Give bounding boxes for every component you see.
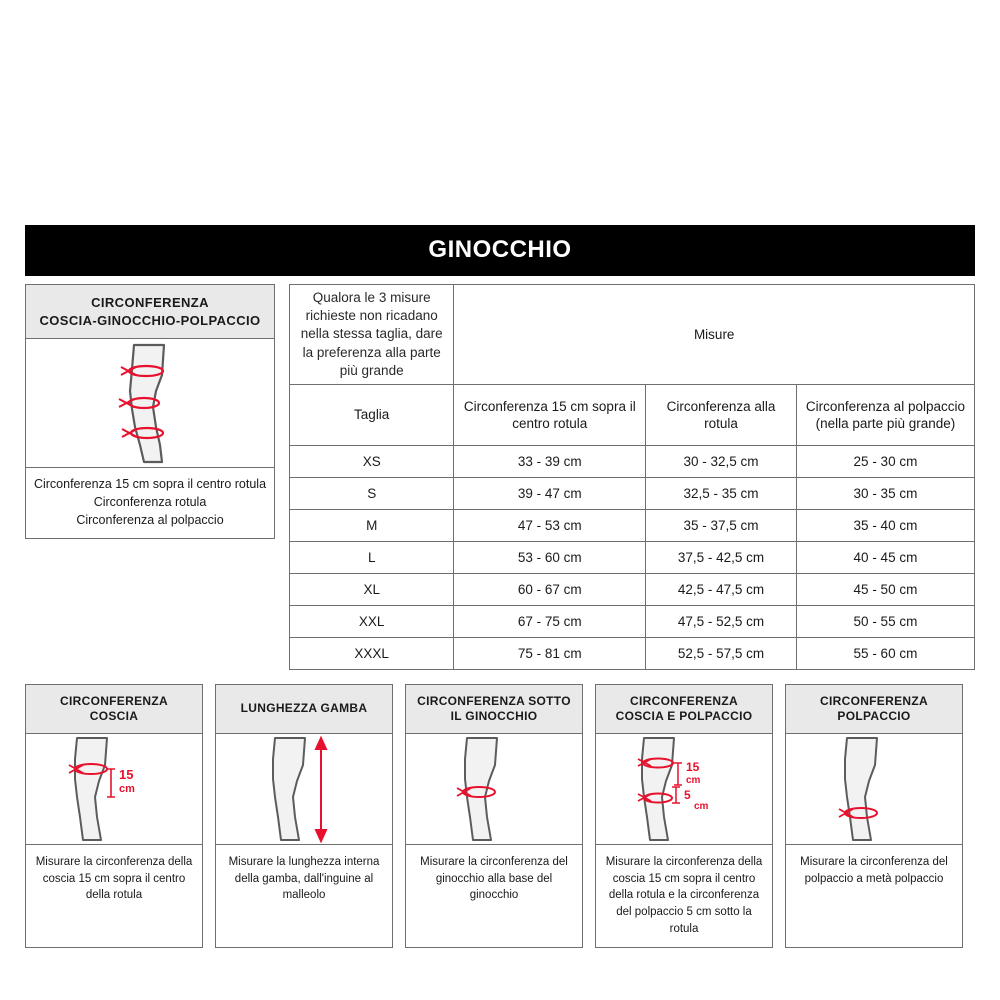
card-caption: Misurare la circonferenza della coscia 15 cm sopra il centro della rotula e la circonferenza del polpaccio 5 cm sotto la rotula	[596, 844, 772, 947]
table-row	[290, 542, 975, 574]
card-heading-line2: IL GINOCCHIO	[450, 709, 538, 724]
card-lunghezza-gamba	[215, 684, 393, 948]
card-heading-line1: CIRCONFERENZA SOTTO	[417, 693, 571, 708]
table-row	[290, 606, 975, 638]
cell-polpaccio: 25 - 30 cm	[796, 446, 974, 478]
card-caption: Misurare la lunghezza interna della gamba, dall'inguine al malleolo	[216, 844, 392, 947]
measurement-cards	[25, 684, 975, 948]
table-note: Qualora le 3 misure richieste non ricadano nella stessa taglia, dare la preferenza alla parte più grande	[290, 285, 454, 385]
figure-label-5: 5	[684, 788, 691, 803]
cell-rotula: 30 - 32,5 cm	[646, 446, 797, 478]
figure-label-15: 15	[686, 760, 700, 775]
cell-rotula: 42,5 - 47,5 cm	[646, 574, 797, 606]
card-figure	[26, 734, 202, 844]
card-figure	[406, 734, 582, 844]
cell-taglia: L	[290, 542, 454, 574]
figure-label-cm: cm	[119, 783, 135, 796]
column-header-sopra-rotula: Circonferenza 15 cm sopra il centro rotula	[454, 385, 646, 446]
card-circonferenza-sotto-ginocchio	[405, 684, 583, 948]
cell-rotula: 37,5 - 42,5 cm	[646, 542, 797, 574]
figure-label-cm-lower: cm	[694, 801, 709, 813]
card-heading-line1: CIRCONFERENZA	[630, 693, 738, 708]
column-header-polpaccio: Circonferenza al polpaccio (nella parte più grande)	[796, 385, 974, 446]
column-header-taglia: Taglia	[290, 385, 454, 446]
cell-sopra-rotula: 53 - 60 cm	[454, 542, 646, 574]
cell-taglia: XS	[290, 446, 454, 478]
leg-knee-measure-icon	[90, 341, 210, 466]
caption-line-2: Circonferenza rotula	[93, 495, 207, 510]
table-header-row	[290, 385, 975, 446]
cell-polpaccio: 30 - 35 cm	[796, 478, 974, 510]
cell-sopra-rotula: 47 - 53 cm	[454, 510, 646, 542]
thigh-circumference-icon	[49, 735, 179, 843]
column-header-rotula: Circonferenza alla rotula	[646, 385, 797, 446]
card-figure	[596, 734, 772, 844]
card-circonferenza-polpaccio	[785, 684, 963, 948]
cell-rotula: 32,5 - 35 cm	[646, 478, 797, 510]
cell-taglia: XXL	[290, 606, 454, 638]
table-row	[290, 574, 975, 606]
card-heading	[26, 685, 202, 734]
cell-taglia: S	[290, 478, 454, 510]
table-row	[290, 510, 975, 542]
table-note-row	[290, 285, 975, 385]
cell-rotula: 52,5 - 57,5 cm	[646, 638, 797, 670]
cell-sopra-rotula: 33 - 39 cm	[454, 446, 646, 478]
card-heading-line2: COSCIA E POLPACCIO	[615, 709, 753, 724]
cell-rotula: 35 - 37,5 cm	[646, 510, 797, 542]
size-guide-sheet	[25, 225, 975, 948]
figure-label-cm-upper: cm	[686, 775, 701, 787]
circumference-overview-heading-line2: COSCIA-GINOCCHIO-POLPACCIO	[39, 312, 261, 328]
leg-knee-measure-figure	[26, 339, 274, 467]
caption-line-3: Circonferenza al polpaccio	[76, 513, 224, 528]
card-heading	[216, 685, 392, 734]
circumference-overview-card	[25, 284, 275, 539]
table-row	[290, 478, 975, 510]
figure-label-15: 15	[119, 767, 134, 783]
circumference-overview-caption	[26, 467, 274, 538]
below-knee-circumference-icon	[429, 735, 559, 843]
card-circonferenza-coscia	[25, 684, 203, 948]
card-heading-line2: COSCIA	[89, 709, 139, 724]
thigh-and-calf-circumference-icon	[614, 735, 754, 843]
cell-polpaccio: 35 - 40 cm	[796, 510, 974, 542]
caption-line-1: Circonferenza 15 cm sopra il centro rotula	[33, 477, 267, 492]
card-circonferenza-coscia-polpaccio	[595, 684, 773, 948]
cell-polpaccio: 55 - 60 cm	[796, 638, 974, 670]
cell-sopra-rotula: 67 - 75 cm	[454, 606, 646, 638]
card-heading-line1: CIRCONFERENZA	[60, 693, 168, 708]
cell-taglia: XL	[290, 574, 454, 606]
cell-rotula: 47,5 - 52,5 cm	[646, 606, 797, 638]
cell-polpaccio: 50 - 55 cm	[796, 606, 974, 638]
cell-taglia: XXXL	[290, 638, 454, 670]
card-figure	[216, 734, 392, 844]
card-heading	[406, 685, 582, 734]
card-figure	[786, 734, 962, 844]
table-group-header: Misure	[454, 285, 975, 385]
size-table	[289, 284, 975, 670]
card-heading	[596, 685, 772, 734]
circumference-overview-heading-line1: CIRCONFERENZA	[91, 295, 209, 310]
leg-length-icon	[239, 735, 369, 843]
card-heading-line1: CIRCONFERENZA	[820, 693, 928, 708]
cell-sopra-rotula: 60 - 67 cm	[454, 574, 646, 606]
table-row	[290, 446, 975, 478]
calf-circumference-icon	[809, 735, 939, 843]
card-heading	[786, 685, 962, 734]
cell-taglia: M	[290, 510, 454, 542]
cell-polpaccio: 40 - 45 cm	[796, 542, 974, 574]
card-heading-line1: LUNGHEZZA GAMBA	[240, 701, 368, 716]
upper-section	[25, 284, 975, 670]
card-heading-line2: POLPACCIO	[837, 709, 911, 724]
card-caption: Misurare la circonferenza della coscia 15 cm sopra il centro della rotula	[26, 844, 202, 947]
circumference-overview-heading	[26, 285, 274, 339]
card-caption: Misurare la circonferenza del polpaccio a metà polpaccio	[786, 844, 962, 947]
size-table-wrapper	[289, 284, 975, 670]
cell-sopra-rotula: 75 - 81 cm	[454, 638, 646, 670]
cell-polpaccio: 45 - 50 cm	[796, 574, 974, 606]
page-title: GINOCCHIO	[25, 225, 975, 276]
card-caption: Misurare la circonferenza del ginocchio alla base del ginocchio	[406, 844, 582, 947]
table-row	[290, 638, 975, 670]
cell-sopra-rotula: 39 - 47 cm	[454, 478, 646, 510]
